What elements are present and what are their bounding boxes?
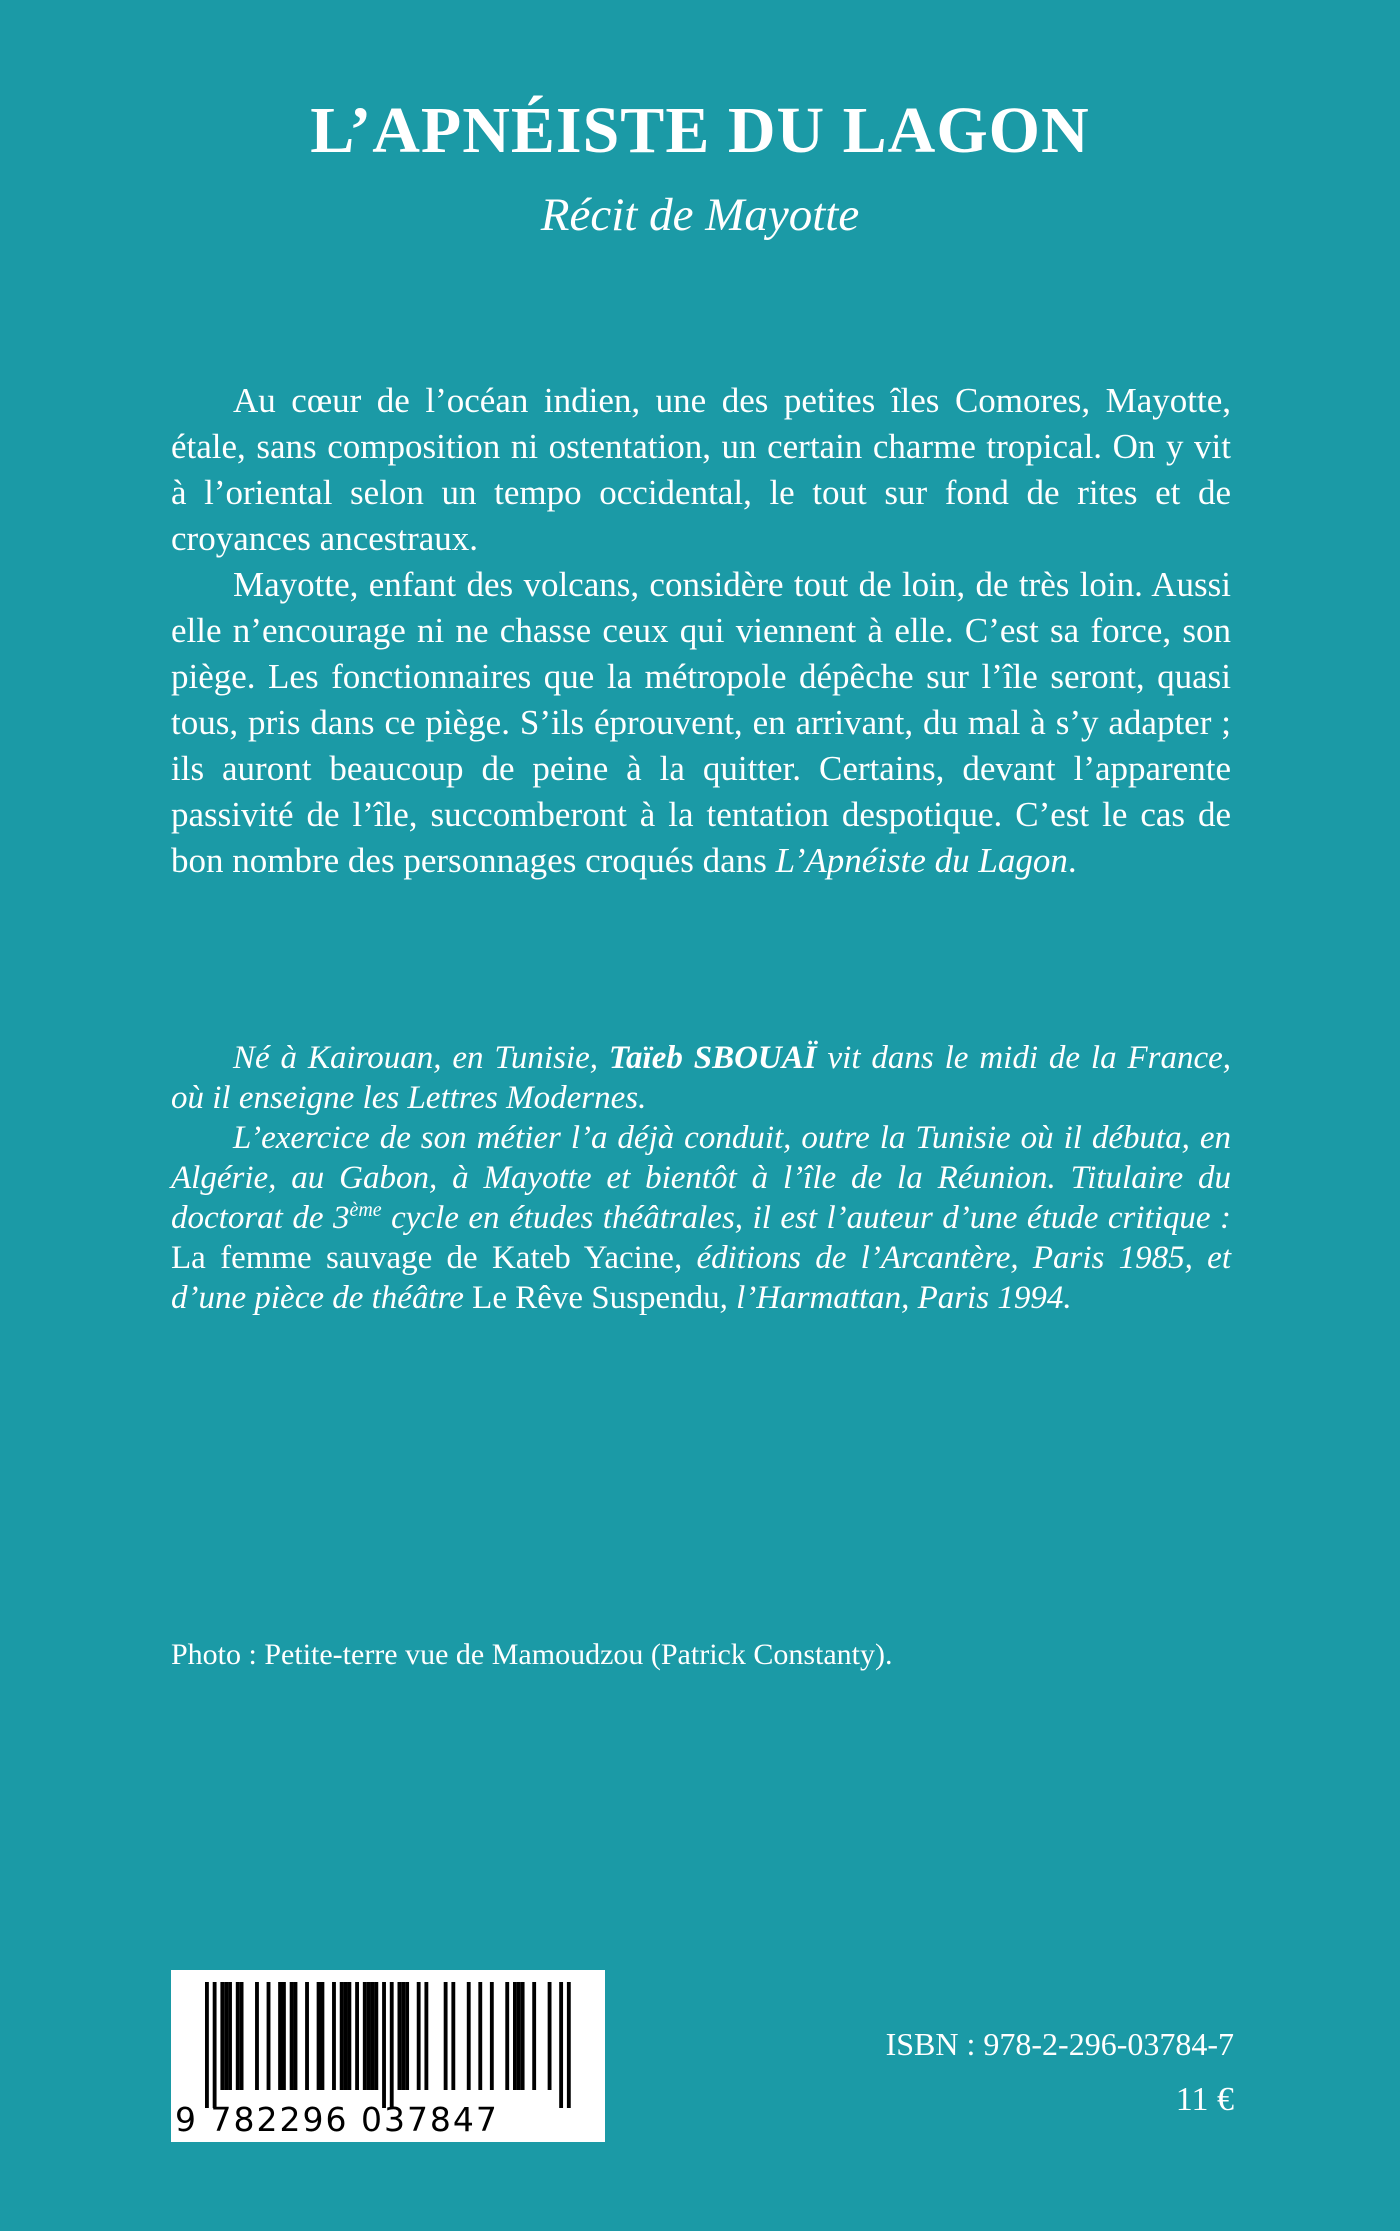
barcode-bar xyxy=(467,1982,471,2090)
barcode-bar xyxy=(321,1982,325,2090)
barcode-bar xyxy=(478,1982,482,2090)
barcode-bar xyxy=(240,1982,244,2090)
barcode-bar xyxy=(305,1982,309,2090)
bio-work-1: La femme sauvage de Kateb Yacine xyxy=(171,1240,674,1276)
barcode-bar xyxy=(347,1982,351,2090)
barcode-bar xyxy=(505,1982,509,2090)
barcode-bar xyxy=(559,1982,563,2108)
barcode-bar xyxy=(490,1982,494,2090)
barcode-bar xyxy=(567,1982,571,2108)
barcode-bar xyxy=(267,1982,271,2090)
barcode-bar xyxy=(278,1982,282,2090)
bio-p2-part-d: , l’Harmattan, Paris 1994. xyxy=(719,1280,1072,1316)
barcode-bar xyxy=(401,1982,405,2090)
barcode-bar xyxy=(363,1982,367,2090)
blurb-paragraph-2-end: . xyxy=(1067,841,1077,880)
barcode-bar xyxy=(374,1982,378,2090)
blurb-book-title: L’Apnéiste du Lagon xyxy=(775,841,1068,880)
barcode-bar xyxy=(236,1982,240,2090)
barcode-bar xyxy=(371,1982,375,2090)
barcode-bar xyxy=(367,1982,371,2090)
barcode xyxy=(171,1970,605,2142)
barcode-bar xyxy=(294,1982,298,2090)
barcode-bar xyxy=(344,1982,348,2090)
barcode-bar xyxy=(332,1982,336,2090)
barcode-bar xyxy=(390,1982,394,2108)
bio-p1-end: vit dans le midi de la France, où il enseigne les Lettres Modernes. xyxy=(171,1040,1232,1116)
barcode-bar xyxy=(521,1982,525,2090)
barcode-bar xyxy=(417,1982,421,2090)
bio-work-2: Le Rêve Suspendu xyxy=(472,1280,720,1316)
barcode-bar xyxy=(317,1982,321,2090)
barcode-bar xyxy=(517,1982,521,2090)
price: 11 € xyxy=(1175,2081,1234,2118)
isbn: ISBN : 978-2-296-03784-7 xyxy=(885,2026,1234,2062)
author-bio xyxy=(171,1038,1231,1318)
book-subtitle: Récit de Mayotte xyxy=(540,189,860,241)
bio-p2-part-a: L’exercice de son métier l’a déjà conduit, outre la Tunisie où il débuta, en Algérie, au Gabon, à Mayotte et bientôt à l’île de la Réunion. Titulaire du doctorat de 3 xyxy=(171,1120,1231,1236)
bio-paragraph-1 xyxy=(171,1038,1231,1118)
bio-paragraph-2 xyxy=(171,1118,1231,1318)
barcode-bar xyxy=(513,1982,517,2090)
barcode-bar xyxy=(213,1982,217,2108)
barcode-bar xyxy=(405,1982,409,2090)
book-title: L’APNÉISTE DU LAGON xyxy=(310,94,1090,167)
barcode-bar xyxy=(282,1982,286,2090)
barcode-bar xyxy=(451,1982,455,2090)
barcode-bar xyxy=(228,1982,232,2090)
barcode-bar xyxy=(205,1982,209,2108)
book-blurb xyxy=(171,378,1231,884)
barcode-bar xyxy=(255,1982,259,2090)
barcode-bar xyxy=(340,1982,344,2090)
barcode-bar xyxy=(532,1982,536,2090)
barcode-bar xyxy=(424,1982,428,2090)
bio-p2-superscript: ème xyxy=(349,1199,382,1221)
barcode-bar xyxy=(220,1982,224,2090)
blurb-paragraph-2 xyxy=(171,562,1231,884)
barcode-bar xyxy=(290,1982,294,2090)
barcode-bar xyxy=(382,1982,386,2108)
bio-p2-part-c: , éditions de l’Arcantère, Paris 1985, et d’une pièce de théâtre xyxy=(171,1240,1231,1316)
photo-credit: Photo : Petite-terre vue de Mamoudzou (Patrick Constanty). xyxy=(171,1638,893,1671)
author-name: Taïeb SBOUAÏ xyxy=(608,1040,817,1076)
barcode-digits: 9 782296 037847 xyxy=(175,2100,499,2139)
barcode-bar xyxy=(444,1982,448,2090)
barcode-bar xyxy=(398,1982,402,2090)
barcode-bar xyxy=(548,1982,552,2090)
barcode-bar xyxy=(224,1982,228,2090)
bio-p2-part-b: cycle en études théâtrales, il est l’auteur d’une étude critique : xyxy=(381,1200,1231,1236)
bio-p1-start: Né à Kairouan, en Tunisie, xyxy=(233,1040,609,1076)
barcode-bar xyxy=(355,1982,359,2090)
blurb-paragraph-2-text: Mayotte, enfant des volcans, considère tout de loin, de très loin. Aussi elle n’encourage ni ne chasse ceux qui viennent à elle. C’est sa force, son piège. Les fonctionnaires que la métropole dépêche sur l’île seront, quasi tous, pris dans ce piège. S’ils éprouvent, en arrivant, du mal à s’y adapter ; ils auront beaucoup de peine à la quitter. Certains, devant l’apparente passivité de l’île, succomberont à la tentation despotique. C’est le cas de bon nombre des personnages croqués dans xyxy=(171,565,1231,880)
blurb-paragraph-1: Au cœur de l’océan indien, une des petites îles Comores, Mayotte, étale, sans composition ni ostentation, un certain charme tropical. On y vit à l’oriental selon un tempo occidental, le tout sur fond de rites et de croyances ancestraux. xyxy=(171,381,1231,558)
